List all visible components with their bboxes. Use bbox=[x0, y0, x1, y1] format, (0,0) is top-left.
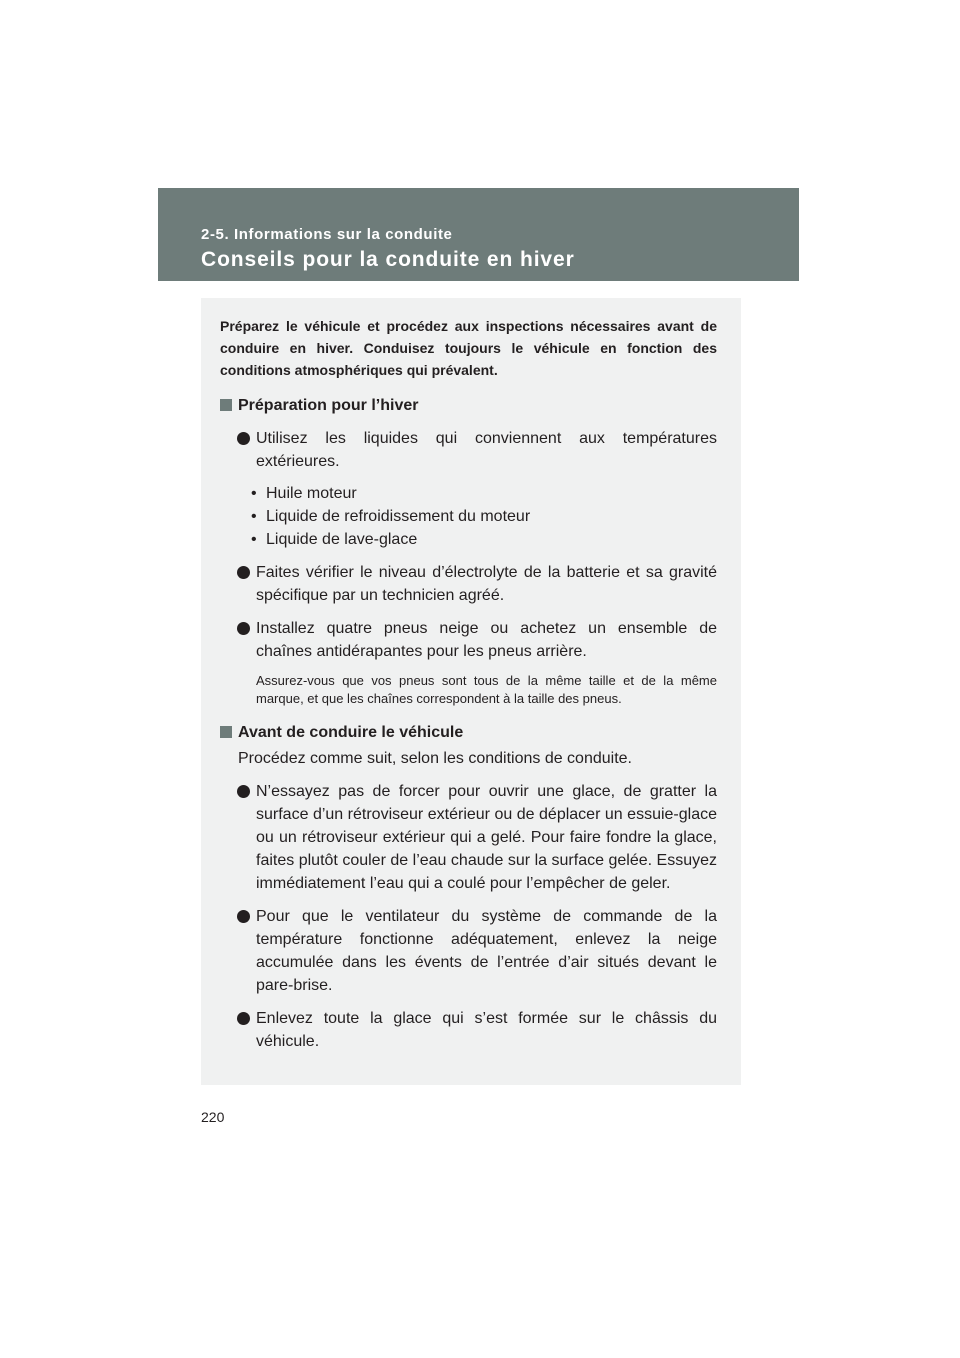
round-bullet-icon bbox=[237, 566, 250, 579]
round-bullet-icon bbox=[237, 1012, 250, 1025]
square-bullet-icon bbox=[220, 726, 232, 738]
bullet-item bbox=[220, 427, 717, 473]
tire-note: Assurez-vous que vos pneus sont tous de la même taille et de la même marque, et que les chaînes correspondent à la taille des pneus. bbox=[256, 673, 717, 706]
round-bullet-icon bbox=[237, 432, 250, 445]
list-item: • Liquide de lave-glace bbox=[266, 528, 717, 551]
bullet-text: Enlevez toute la glace qui s’est formée sur le châssis du véhicule. bbox=[256, 1010, 717, 1050]
bullet-item bbox=[220, 561, 717, 607]
section-heading-winter-preparation bbox=[220, 395, 717, 417]
bullet-item bbox=[220, 617, 717, 663]
bullet-item bbox=[220, 1007, 717, 1053]
section-intro: Procédez comme suit, selon les conditions de conduite. bbox=[238, 750, 632, 767]
square-bullet-icon bbox=[220, 399, 232, 411]
bullet-item bbox=[220, 780, 717, 895]
intro-text: Préparez le véhicule et procédez aux inspections nécessaires avant de conduire en hiver. Conduisez toujours le véhicule en fonction des conditions atmosphériques qui prévalent. bbox=[220, 318, 717, 378]
round-bullet-icon bbox=[237, 622, 250, 635]
list-item: • Huile moteur bbox=[266, 482, 717, 505]
round-bullet-icon bbox=[237, 785, 250, 798]
panel-content bbox=[220, 315, 717, 1053]
bullet-text: Installez quatre pneus neige ou achetez un ensemble de chaînes antidérapantes pour les pneus arrière. bbox=[256, 620, 717, 660]
section-heading-text: Préparation pour l’hiver bbox=[238, 397, 419, 414]
section-heading-before-driving bbox=[220, 722, 717, 744]
section-heading-text: Avant de conduire le véhicule bbox=[238, 724, 464, 741]
page-title: Conseils pour la conduite en hiver bbox=[201, 248, 575, 271]
bullet-text: Faites vérifier le niveau d’électrolyte de la batterie et sa gravité spécifique par un technicien agréé. bbox=[256, 564, 717, 604]
bullet-item bbox=[220, 905, 717, 997]
content-panel bbox=[201, 298, 741, 1085]
round-bullet-icon bbox=[237, 910, 250, 923]
bullet-text: Utilisez les liquides qui conviennent aux températures extérieures. bbox=[256, 430, 717, 470]
bullet-text: Pour que le ventilateur du système de commande de la température fonctionne adéquatement, enlevez la neige accumulée dans les évents de l’entrée d’air situés devant le pare-brise. bbox=[256, 908, 717, 994]
section-label: 2-5. Informations sur la conduite bbox=[201, 226, 453, 243]
section-header bbox=[158, 188, 799, 281]
page-number: 220 bbox=[201, 1109, 225, 1125]
fluid-list bbox=[220, 482, 717, 551]
list-item: • Liquide de refroidissement du moteur bbox=[266, 505, 717, 528]
bullet-text: N’essayez pas de forcer pour ouvrir une glace, de gratter la surface d’un rétroviseur extérieur ou de déplacer un essuie-glace ou un rétroviseur extérieur qui a gelé. Pour faire fondre la glace, faites plutôt couler de l’eau chaude sur la surface gelée. Essuyez immédiatement l’eau qui a coulé pour l’empêcher de geler. bbox=[256, 783, 717, 892]
